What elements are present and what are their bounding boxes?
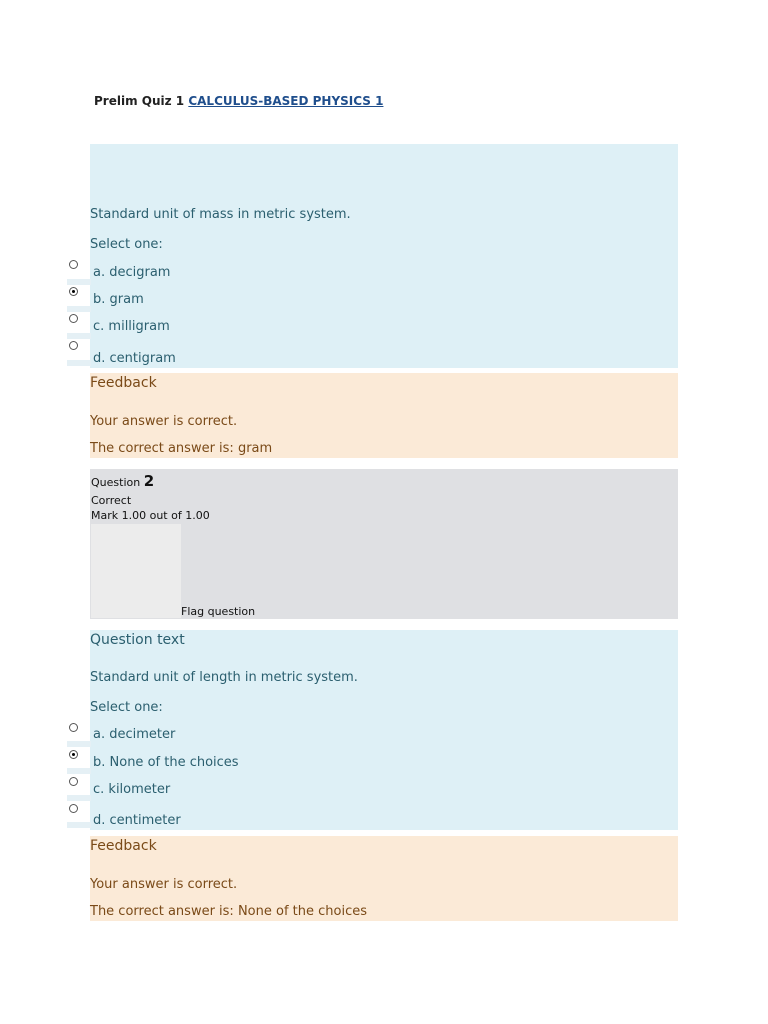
flag-icon[interactable] bbox=[91, 524, 181, 618]
feedback-result: Your answer is correct. bbox=[90, 877, 238, 892]
option-a-label[interactable]: a. decigram bbox=[93, 265, 171, 280]
flag-question-link[interactable]: Flag question bbox=[181, 605, 256, 618]
option-d-radio[interactable] bbox=[69, 804, 78, 813]
question-label: Question bbox=[91, 476, 141, 489]
option-c-radio[interactable] bbox=[69, 777, 78, 786]
feedback-result: Your answer is correct. bbox=[90, 414, 238, 429]
quiz-title: Prelim Quiz 1 bbox=[94, 94, 185, 108]
option-divider bbox=[67, 795, 91, 801]
course-link[interactable]: CALCULUS-BASED PHYSICS 1 bbox=[188, 94, 384, 108]
feedback-heading: Feedback bbox=[90, 375, 157, 391]
option-c-radio[interactable] bbox=[69, 314, 78, 323]
option-divider bbox=[67, 306, 91, 312]
option-c-label[interactable]: c. milligram bbox=[93, 319, 170, 334]
option-a-radio[interactable] bbox=[69, 723, 78, 732]
question-2-panel bbox=[90, 630, 678, 830]
option-divider bbox=[67, 768, 91, 774]
question-1-panel bbox=[90, 144, 678, 368]
question-state: Correct bbox=[91, 494, 132, 507]
option-b-label[interactable]: b. None of the choices bbox=[93, 755, 239, 770]
correct-answer: The correct answer is: None of the choices bbox=[90, 904, 367, 919]
question-1-text: Standard unit of mass in metric system. bbox=[90, 207, 351, 222]
option-divider bbox=[67, 360, 91, 366]
question-text-heading: Question text bbox=[90, 632, 185, 648]
option-b-radio[interactable] bbox=[69, 287, 78, 296]
option-divider bbox=[67, 741, 91, 747]
question-2-text: Standard unit of length in metric system. bbox=[90, 670, 358, 685]
select-one-label: Select one: bbox=[90, 237, 163, 252]
question-number bbox=[91, 472, 154, 490]
option-c-label[interactable]: c. kilometer bbox=[93, 782, 171, 797]
question-grade: Mark 1.00 out of 1.00 bbox=[91, 509, 210, 522]
option-b-radio[interactable] bbox=[69, 750, 78, 759]
option-a-radio[interactable] bbox=[69, 260, 78, 269]
option-divider bbox=[67, 822, 91, 828]
option-divider bbox=[67, 333, 91, 339]
question-number-value: 2 bbox=[143, 472, 155, 490]
option-divider bbox=[67, 279, 91, 285]
feedback-heading: Feedback bbox=[90, 838, 157, 854]
select-one-label: Select one: bbox=[90, 700, 163, 715]
option-d-radio[interactable] bbox=[69, 341, 78, 350]
option-b-label[interactable]: b. gram bbox=[93, 292, 144, 307]
option-d-label[interactable]: d. centimeter bbox=[93, 813, 181, 828]
correct-answer: The correct answer is: gram bbox=[90, 441, 273, 456]
option-a-label[interactable]: a. decimeter bbox=[93, 727, 176, 742]
option-d-label[interactable]: d. centigram bbox=[93, 351, 176, 366]
page-title bbox=[94, 94, 383, 108]
